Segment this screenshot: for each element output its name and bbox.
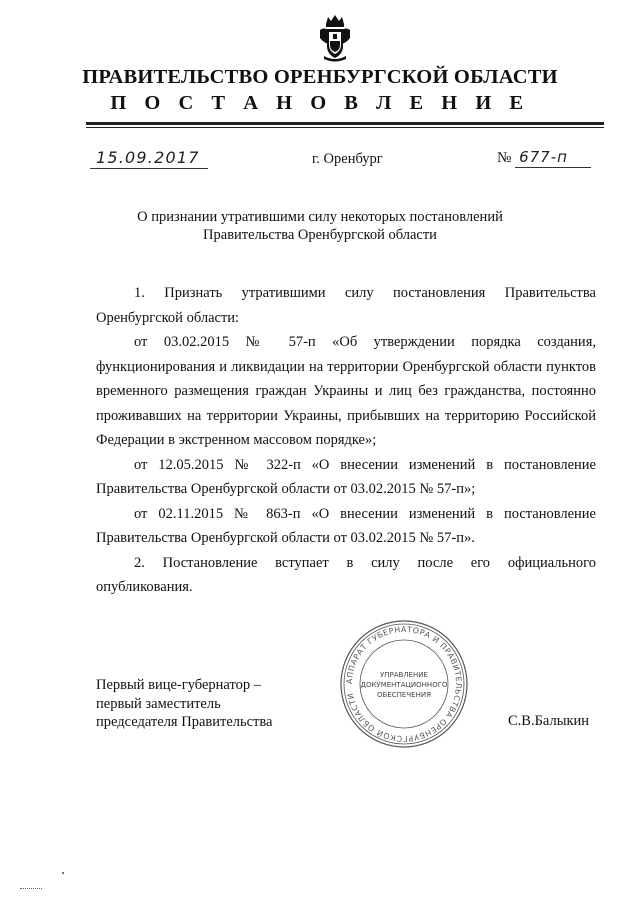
official-stamp <box>337 617 471 751</box>
government-title: ПРАВИТЕЛЬСТВО ОРЕНБУРГСКОЙ ОБЛАСТИ <box>82 66 558 88</box>
body-paragraph-3: от 12.05.2015 № 322-п «О внесении изменений в постановление Правительства Оренбургской области от 03.02.2015 № 57-п»; <box>96 456 596 497</box>
scan-edge-mark <box>20 888 42 889</box>
stamp-inner-line-1: УПРАВЛЕНИЕ <box>380 671 428 679</box>
subject-line-1: О признании утратившими силу некоторых постановлений <box>137 209 503 225</box>
document-date: 15.09.2017 <box>90 148 208 169</box>
document-subject <box>0 208 640 244</box>
body-paragraph-2: от 03.02.2015 № 57-п «Об утверждении порядка создания, функционирования и ликвидации на территории Оренбургской области пунктов временного размещения граждан Украины и лиц без гражданства, постоянно проживавших на территории Украины, прибывших на территорию Российской Федерации в экстренном массовом порядке»; <box>96 334 596 448</box>
number-value: 677-п <box>515 147 591 168</box>
signer-position <box>96 676 272 732</box>
signer-position-line-1: Первый вице-губернатор – <box>96 677 261 693</box>
orenburg-coat-of-arms-icon <box>318 14 352 62</box>
stamp-inner-line-2: ДОКУМЕНТАЦИОННОГО <box>360 681 448 689</box>
signer-position-line-3: председателя Правительства <box>96 714 273 730</box>
number-sign: № <box>497 150 512 166</box>
header-divider-thin <box>86 127 604 128</box>
document-number <box>497 147 591 168</box>
document-type-title: П О С Т А Н О В Л Е Н И Е <box>110 92 530 114</box>
signer-name: С.В.Балыкин <box>508 713 590 729</box>
subject-line-2: Правительства Оренбургской области <box>203 227 437 243</box>
body-paragraph-4: от 02.11.2015 № 863-п «О внесении изменений в постановление Правительства Оренбургской области от 03.02.2015 № 57-п». <box>96 505 596 546</box>
stamp-outer-text: АППАРАТ ГУБЕРНАТОРА И ПРАВИТЕЛЬСТВА ОРЕНБУРГСКОЙ ОБЛАСТИ <box>344 624 464 744</box>
signer-position-line-2: первый заместитель <box>96 695 221 712</box>
stamp-inner-line-3: ОБЕСПЕЧЕНИЯ <box>377 691 431 699</box>
body-paragraph-5: 2. Постановление вступает в силу после его официального опубликования. <box>96 554 596 595</box>
document-body <box>96 281 596 600</box>
document-city: г. Оренбург <box>312 151 383 167</box>
body-paragraph-1: 1. Признать утратившими силу постановления Правительства Оренбургской области: <box>96 285 596 326</box>
scan-speck <box>62 872 64 874</box>
header-divider-thick <box>86 122 604 125</box>
